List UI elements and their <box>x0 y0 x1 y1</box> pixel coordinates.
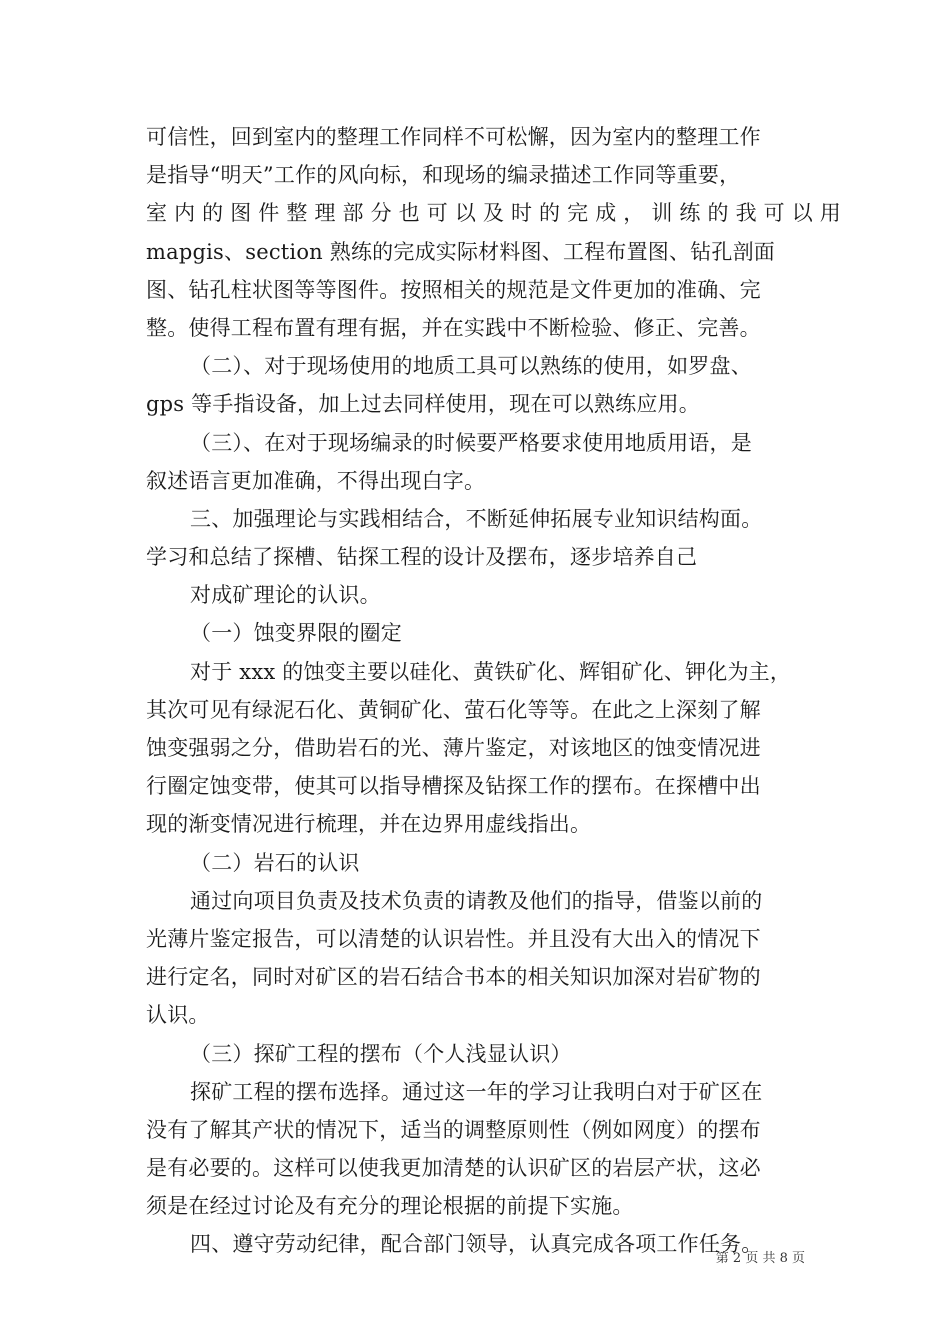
page-number: 第 2 页 共 8 页 <box>715 1251 805 1266</box>
text-line: 须是在经过讨论及有充分的理论根据的前提下实施。 <box>146 1194 634 1219</box>
text-line: （三）、在对于现场编录的时候要严格要求使用地质用语，是 <box>190 430 752 455</box>
subsection-heading: （二）岩石的认识 <box>190 850 360 875</box>
text-line: 是指导“明天”工作的风向标，和现场的编录描述工作同等重要， <box>146 163 741 188</box>
text-line: 其次可见有绿泥石化、黄铜矿化、萤石化等等。在此之上深刻了解 <box>146 697 761 722</box>
text-line: 图、钻孔柱状图等等图件。按照相关的规范是文件更加的准确、完 <box>146 277 761 302</box>
subsection-heading: （一）蚀变界限的圈定 <box>190 621 402 646</box>
text-line: 没有了解其产状的情况下，适当的调整原则性（例如网度）的摆布 <box>146 1117 761 1142</box>
text-line: 行圈定蚀变带，使其可以指导槽探及钻探工作的摆布。在探槽中出 <box>146 774 761 799</box>
section-heading: 三、加强理论与实践相结合，不断延伸拓展专业知识结构面。 <box>190 506 763 531</box>
text-line: 进行定名，同时对矿区的岩石结合书本的相关知识加深对岩矿物的 <box>146 965 761 990</box>
text-line: 对于 xxx 的蚀变主要以硅化、黄铁矿化、辉钼矿化、钾化为主， <box>190 659 792 684</box>
text-line: gps 等手指设备，加上过去同样使用，现在可以熟练应用。 <box>146 392 700 417</box>
text-line: 探矿工程的摆布选择。通过这一年的学习让我明白对于矿区在 <box>190 1079 763 1104</box>
text-line: mapgis、section 熟练的完成实际材料图、工程布置图、钻孔剖面 <box>146 239 775 264</box>
text-line: 学习和总结了探槽、钻探工程的设计及摆布，逐步培养自己 <box>146 545 698 570</box>
document-body <box>146 118 842 1264</box>
text-line: 蚀变强弱之分，借助岩石的光、薄片鉴定，对该地区的蚀变情况进 <box>146 736 761 760</box>
text-line: 叙述语言更加准确，不得出现白字。 <box>146 468 486 493</box>
text-line: （二）、对于现场使用的地质工具可以熟练的使用，如罗盘、 <box>190 354 752 379</box>
text-line: 现的渐变情况进行梳理，并在边界用虚线指出。 <box>146 812 592 837</box>
section-heading: 四、遵守劳动纪律，配合部门领导，认真完成各项工作任务。 <box>190 1232 763 1257</box>
text-line: 室 内 的 图 件 整 理 部 分 也 可 以 及 时 的 完 成 ， 训 练 的 我 可 以 用 <box>146 201 842 226</box>
subsection-heading: （三）探矿工程的摆布（个人浅显认识） <box>190 1041 572 1066</box>
text-line: 通过向项目负责及技术负责的请教及他们的指导，借鉴以前的 <box>190 888 763 913</box>
text-line: 光薄片鉴定报告，可以清楚的认识岩性。并且没有大出入的情况下 <box>146 926 761 951</box>
text-line: 可信性，回到室内的整理工作同样不可松懈，因为室内的整理工作 <box>146 125 761 149</box>
text-line: 整。使得工程布置有理有据，并在实践中不断检验、修正、完善。 <box>146 315 761 340</box>
text-line: 对成矿理论的认识。 <box>190 583 381 608</box>
text-line: 认识。 <box>146 1003 210 1028</box>
text-line: 是有必要的。这样可以使我更加清楚的认识矿区的岩层产状，这必 <box>146 1156 761 1181</box>
